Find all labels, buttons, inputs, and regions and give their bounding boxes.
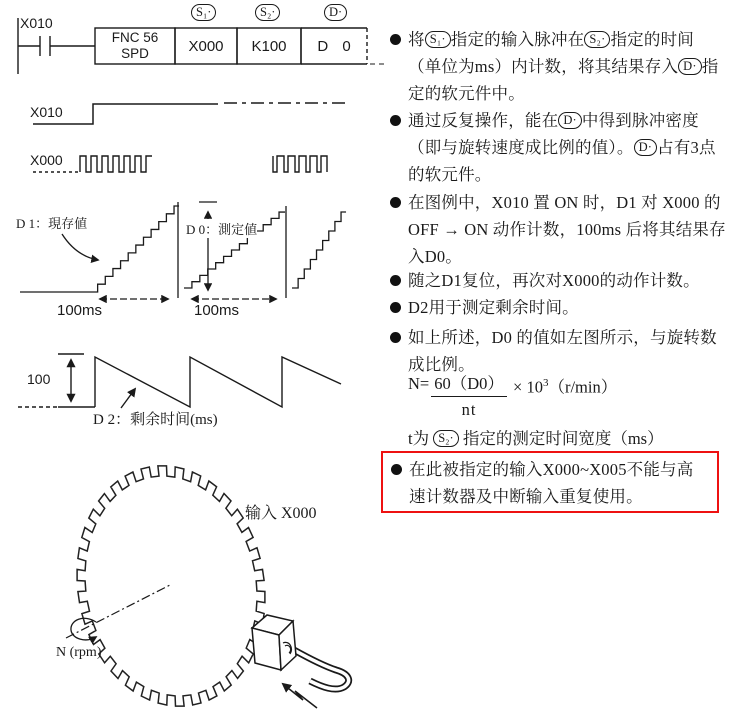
note-text: 通过反复操作，能在 D· 中得到脉冲密度（即与旋转速度成比例的值）。 D· 占有3点的软元件。 — [408, 111, 716, 184]
note-bullet-1 — [390, 26, 726, 107]
note-bullet-2 — [390, 107, 726, 188]
bullet-icon — [390, 115, 401, 126]
d-pill: D· — [634, 139, 658, 156]
formula-denominator: nt — [461, 400, 477, 419]
d2-amplitude-label: 100 — [27, 371, 51, 387]
gear-illustration — [66, 466, 265, 706]
note-text: 在图例中，X010 置 ON 时，D1 对 X000 的 OFF → ON 动作计数，100ms 后将其结果存入D0。 — [408, 193, 726, 266]
x000-waveform — [33, 156, 327, 172]
d-pill: D· — [678, 58, 702, 75]
operand-d-value: D 0 — [317, 38, 351, 55]
d1-current-value-label: D 1：現存値 — [16, 216, 88, 231]
bullet-icon — [390, 275, 401, 286]
operand-tag-s1: S₁· — [191, 4, 216, 21]
note-text: 在此被指定的输入X000~X005不能与高速计数器及中断输入重复使用。 — [409, 460, 694, 506]
note-text: 将 S₁· 指定的输入脉冲在 S₂· 指定的时间（单位为ms）内计数，将其结果存入 D· 指定的软元件中。 — [408, 30, 719, 103]
operand-tag-d: D· — [324, 4, 347, 21]
t-definition-note: t为 S₂· 指定的测定时间宽度（ms） — [408, 429, 664, 448]
note-text: D2用于测定剩余时间。 — [408, 298, 579, 317]
d2-remaining-time-label: D 2：剩余时间(ms) — [93, 412, 218, 428]
note-bullet-3 — [390, 189, 726, 270]
s2-pill: S₂· — [584, 31, 610, 48]
operand-s1-value: X000 — [188, 38, 224, 55]
d0-measured-value-label: D 0：測定値 — [186, 219, 257, 238]
gear-input-label: 输入 X000 — [245, 505, 317, 522]
span1-label: 100ms — [57, 302, 103, 319]
operand-tag-s2: S₂· — [255, 4, 280, 21]
s2-pill: S₂· — [433, 430, 458, 447]
sensor — [252, 615, 349, 689]
s1-pill: S₁· — [425, 31, 451, 48]
pointer-arrow-icon — [283, 684, 317, 708]
formula-multiplier: × $10^3(r/\min)$ — [513, 377, 618, 397]
x010-wave-label: X010 — [30, 104, 63, 120]
bullet-icon — [390, 332, 401, 343]
note-text: 随之D1复位，再次对X000的动作计数。 — [408, 271, 700, 290]
x010-waveform — [33, 103, 345, 124]
speed-formula — [408, 372, 617, 421]
bullet-icon — [390, 34, 401, 45]
note-bullet-7 — [391, 456, 709, 510]
note-bullet-6 — [390, 324, 726, 378]
highlight-box — [381, 451, 719, 513]
function-box-label — [95, 30, 175, 62]
note-text: 如上所述，D0 的值如左图所示，与旋转数成比例。 — [408, 328, 717, 374]
bullet-icon — [390, 302, 401, 313]
span2-label: 100ms — [194, 302, 240, 319]
bullet-icon — [391, 464, 402, 475]
d-pill: D· — [558, 112, 582, 129]
ladder-contact-label: X010 — [20, 15, 53, 31]
note-bullet-4 — [390, 267, 726, 294]
formula-lhs: N= — [408, 374, 430, 393]
bullet-icon — [390, 197, 401, 208]
formula-numerator: 60（D0） — [431, 372, 507, 397]
operand-s2-value: K100 — [251, 38, 287, 55]
x000-wave-label: X000 — [30, 152, 63, 168]
rotation-axis — [66, 584, 172, 638]
d2-chart — [18, 354, 341, 408]
formula-fraction — [431, 372, 507, 421]
function-code: FNC 56 — [111, 30, 159, 45]
note-bullet-5 — [390, 294, 726, 321]
rpm-label: N (rpm) — [56, 645, 102, 660]
function-mnemonic: SPD — [121, 46, 149, 61]
formula-exponent: 3 — [542, 377, 549, 389]
